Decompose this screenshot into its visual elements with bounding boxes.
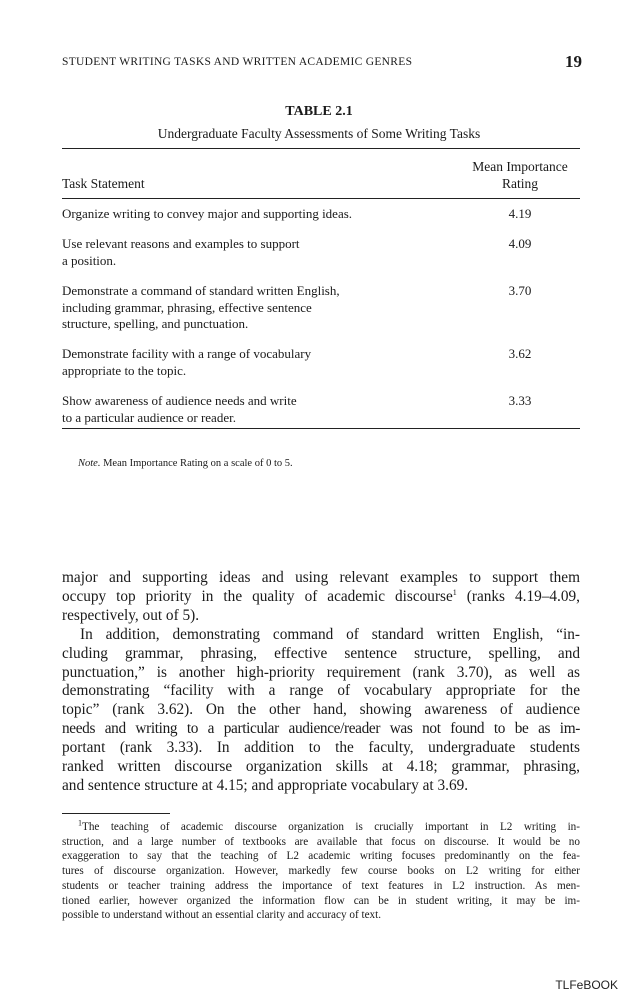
text-line: In addition, demonstrating command of standard written English, “in- bbox=[80, 625, 580, 643]
column-header-rating-line2: Rating bbox=[502, 176, 538, 191]
body-text bbox=[62, 569, 580, 796]
text-line: respectively, out of 5). bbox=[62, 606, 200, 624]
task-line: Organize writing to convey major and supporting ideas. bbox=[62, 206, 353, 221]
footnote-line: exaggeration to say that the teaching of L2 academic writing focuses predominantly on the fea- bbox=[62, 850, 580, 863]
task-line: Demonstrate a command of standard written English, bbox=[62, 283, 340, 298]
column-header-task: Task Statement bbox=[62, 176, 145, 191]
text-line: portant (rank 3.33). In addition to the faculty, undergraduate students bbox=[62, 739, 580, 757]
task-line: a position. bbox=[62, 252, 117, 268]
footnote-line: tioned earlier, however organized the information flow can be in student writing, it may be im- bbox=[62, 894, 580, 907]
table-note-text: Mean Importance Rating on a scale of 0 to 5. bbox=[103, 458, 293, 469]
text-fragment: occupy top priority in the quality of academic discourse bbox=[62, 587, 453, 605]
text-line: cluding grammar, phrasing, effective sentence structure, spelling, and bbox=[62, 644, 580, 662]
footnote-line: students or teacher training address the importance of text features in L2 instruction. As men- bbox=[62, 879, 580, 892]
table-row-rating: 3.33 bbox=[508, 393, 532, 408]
table-row-task bbox=[62, 346, 442, 379]
footnote-line: possible to understand without an essential clarity and accuracy of text. bbox=[62, 909, 382, 922]
task-line: to a particular audience or reader. bbox=[62, 409, 236, 425]
task-line: structure, spelling, and punctuation. bbox=[62, 316, 249, 331]
paragraph bbox=[62, 569, 580, 626]
watermark: TLFeBOOK bbox=[555, 978, 618, 992]
task-line: Demonstrate facility with a range of vocabulary bbox=[62, 346, 312, 361]
paragraph bbox=[62, 626, 580, 796]
table-row-task bbox=[62, 206, 442, 223]
table-caption: Undergraduate Faculty Assessments of Some Writing Tasks bbox=[157, 126, 481, 141]
task-line: including grammar, phrasing, effective sentence bbox=[62, 299, 312, 315]
column-header-rating-line1: Mean Importance bbox=[472, 159, 568, 174]
table-header-rule bbox=[62, 198, 580, 199]
table-row-rating: 4.09 bbox=[508, 236, 532, 251]
text-line: demonstrating “facility with a range of vocabulary appropriate for the bbox=[62, 682, 580, 700]
footnote-ref[interactable]: 1 bbox=[452, 587, 457, 597]
running-head-title: STUDENT WRITING TASKS AND WRITTEN ACADEMIC GENRES bbox=[62, 56, 413, 68]
table-row-task bbox=[62, 236, 442, 269]
text-line: and sentence structure at 4.15; and appropriate vocabulary at 3.69. bbox=[62, 776, 469, 794]
text-line: ranked written discourse organization skills at 4.18; grammar, phrasing, bbox=[62, 758, 580, 776]
footnote-marker: 1 bbox=[78, 818, 82, 828]
text-line: punctuation,” is another high-priority requirement (rank 3.70), as well as bbox=[62, 663, 580, 681]
footnote bbox=[62, 820, 580, 923]
task-line: appropriate to the topic. bbox=[62, 362, 187, 378]
text-fragment: The teaching of academic discourse organization is crucially important in L2 writing in- bbox=[82, 821, 580, 833]
table-row-rating: 4.19 bbox=[508, 206, 532, 221]
table-row-task bbox=[62, 393, 442, 426]
footnote-line: tures of discourse organization. However, markedly few course books on L2 writing for either bbox=[62, 865, 580, 878]
column-header-rating bbox=[460, 158, 580, 192]
footnote-rule bbox=[62, 813, 170, 814]
text-line: topic” (rank 3.62). On the other hand, showing awareness of audience bbox=[62, 701, 580, 719]
footnote-line bbox=[62, 820, 580, 835]
text-line: major and supporting ideas and using relevant examples to support them bbox=[62, 569, 580, 586]
table-row-rating: 3.70 bbox=[508, 283, 532, 298]
page-number: 19 bbox=[565, 52, 582, 71]
task-line: Use relevant reasons and examples to support bbox=[62, 236, 300, 251]
task-line: Show awareness of audience needs and write bbox=[62, 393, 297, 408]
text-line: needs and writing to a particular audience/reader was not found to be as im- bbox=[62, 720, 580, 738]
footnote-line: struction, and a large number of textbooks are available that focus on discourse. It would be no bbox=[62, 835, 580, 848]
text-line bbox=[62, 588, 580, 607]
table-note bbox=[78, 458, 293, 469]
text-fragment: (ranks 4.19–4.09, bbox=[456, 587, 580, 605]
table-bottom-rule bbox=[62, 428, 580, 429]
table-top-rule bbox=[62, 148, 580, 149]
running-head bbox=[62, 54, 582, 74]
table-note-label: Note. bbox=[78, 458, 101, 469]
table-row-task bbox=[62, 283, 442, 333]
table-row-rating: 3.62 bbox=[508, 346, 532, 361]
table-number: TABLE 2.1 bbox=[285, 104, 353, 119]
